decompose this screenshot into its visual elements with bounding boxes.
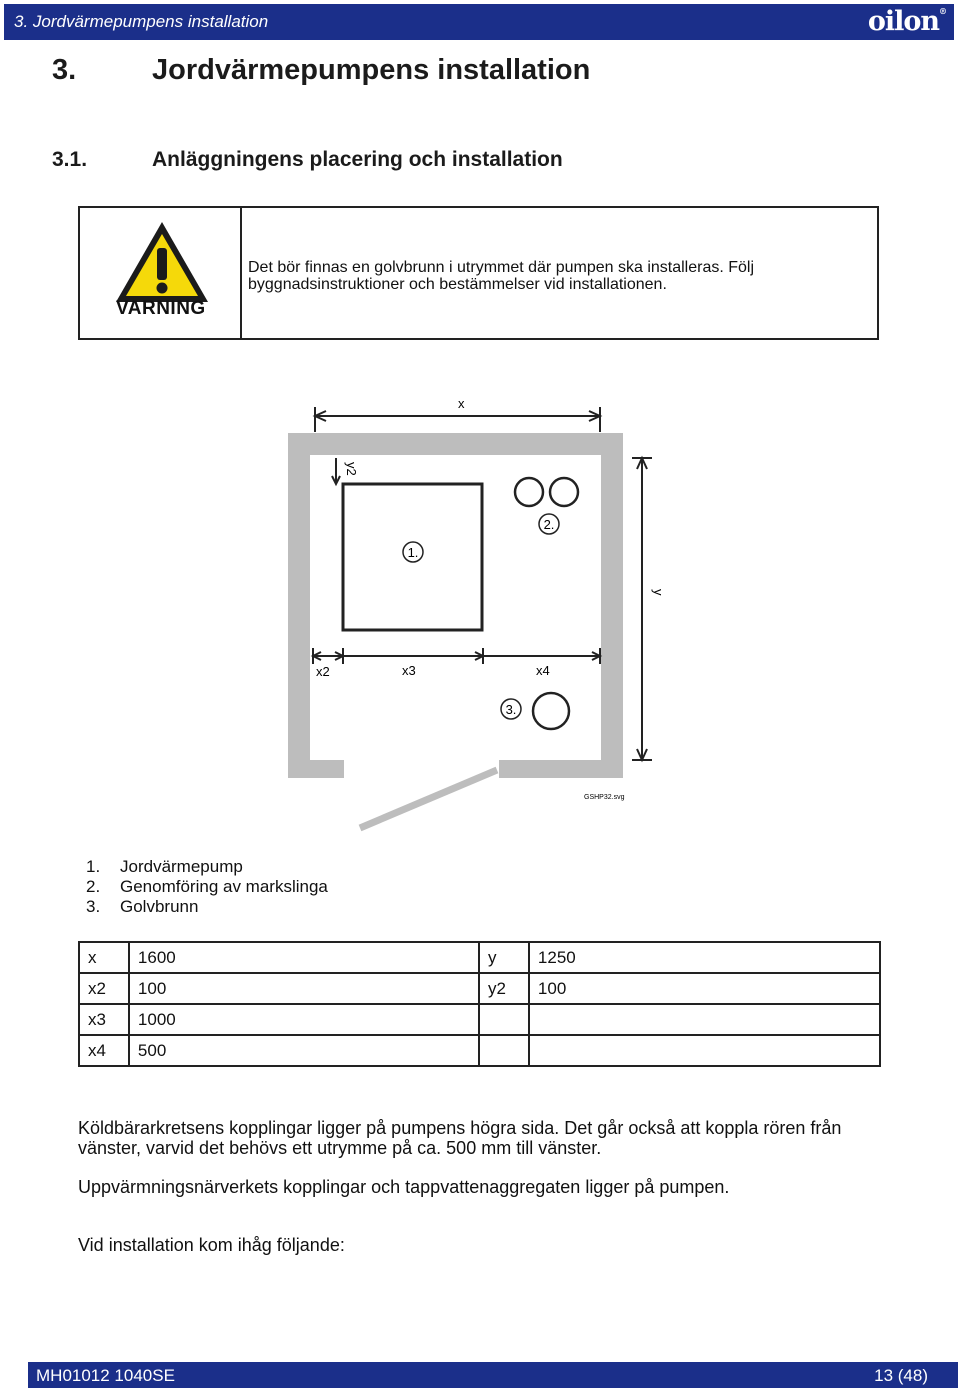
paragraph-heating-connections: Uppvärmningsnärverkets kopplingar och tappvattenaggregaten ligger på pumpen. <box>78 1177 730 1197</box>
document-id: MH01012 1040SE <box>36 1366 175 1385</box>
legend-item: 2. Genomföring av markslinga <box>86 877 328 896</box>
header-section-title: 3. Jordvärmepumpens installation <box>14 12 269 31</box>
x4-label: x4 <box>536 663 550 678</box>
legend-item: 3. Golvbrunn <box>86 897 199 916</box>
table-row: x4 500 <box>79 1035 880 1066</box>
x2-label: x2 <box>316 664 330 679</box>
y2-label: y2 <box>344 462 359 476</box>
heading-number: 3. <box>52 54 77 86</box>
floor-drain <box>533 693 569 729</box>
x3-label: x3 <box>402 663 416 678</box>
y-label: y <box>651 589 666 596</box>
horizontal-dimension-lines <box>313 648 600 664</box>
warning-label: VARNING <box>116 298 206 319</box>
header-bar <box>4 4 954 40</box>
warning-divider <box>240 208 242 338</box>
paragraph-remember: Vid installation kom ihåg följande: <box>78 1235 345 1255</box>
y-dimension-line <box>632 458 652 760</box>
room-layout-diagram <box>280 380 680 840</box>
marker-1-label: 1. <box>407 545 419 560</box>
x-label: x <box>458 396 465 411</box>
table-row: x3 1000 <box>79 1004 880 1035</box>
heading-text: Jordvärmepumpens installation <box>152 54 591 86</box>
legend-item: 1. Jordvärmepump <box>86 857 243 876</box>
page-number: 13 (48) <box>874 1366 928 1385</box>
dimensions-table <box>78 941 881 1067</box>
subsection-heading <box>52 148 563 172</box>
oilon-logo: oilon® <box>867 6 946 37</box>
ground-loop-penetration <box>515 478 543 506</box>
page-heading <box>52 54 590 87</box>
footer-bar <box>28 1362 958 1388</box>
door <box>360 770 497 828</box>
subheading-text: Anläggningens placering och installation <box>152 148 563 171</box>
warning-box <box>78 206 879 340</box>
marker-3-label: 3. <box>505 702 517 717</box>
diagram-file-name: GSHP32.svg <box>584 794 625 801</box>
subheading-number: 3.1. <box>52 148 88 171</box>
warning-text: Det bör finnas en golvbrunn i utrymmet där pumpen ska installeras. Följ byggnadsinstruktioner och bestämmelser vid installationen. <box>248 259 755 293</box>
table-row: x 1600 y 1250 <box>79 942 880 973</box>
paragraph-connections: Köldbärarkretsens kopplingar ligger på pumpens högra sida. Det går också att koppla rören från vänster, varvid det behövs ett utrymme på ca. 500 mm till vänster. <box>78 1118 842 1158</box>
legend <box>86 857 328 917</box>
ground-loop-penetration <box>550 478 578 506</box>
y2-dimension-line <box>332 458 340 484</box>
table-row: x2 100 y2 100 <box>79 973 880 1004</box>
marker-2-label: 2. <box>543 517 555 532</box>
